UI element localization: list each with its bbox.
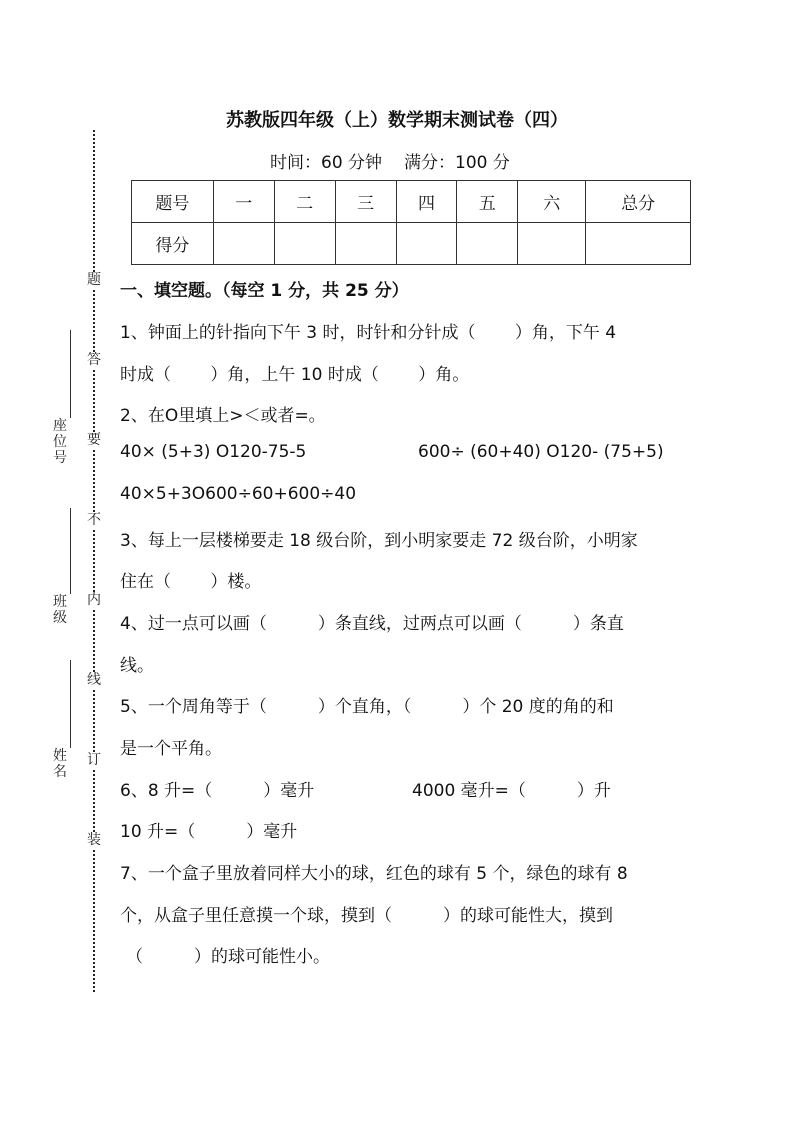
margin-label-char: 位 <box>53 434 67 450</box>
score-cell[interactable] <box>213 223 274 265</box>
seal-char: 订 <box>87 752 101 768</box>
binding-dotted-line <box>93 130 95 992</box>
margin-label-char: 姓 <box>53 748 67 764</box>
question-line: 个，从盒子里任意摸一个球，摸到（ ）的球可能性大，摸到 <box>120 906 613 926</box>
margin-label-char: 级 <box>53 610 67 626</box>
class-label <box>52 594 68 626</box>
question-line: 线。 <box>120 656 154 676</box>
seal-char: 要 <box>87 432 101 448</box>
margin-label-char: 座 <box>53 418 67 434</box>
question-line: 600÷ (60+40) O120- (75+5) <box>418 442 664 462</box>
margin-label-char: 号 <box>53 450 67 466</box>
margin-label-char: 名 <box>53 764 67 780</box>
question-line: 1、钟面上的针指向下午 3 时，时针和分针成（ ）角，下午 4 <box>120 323 617 343</box>
question-line: 住在（ ）楼。 <box>120 572 262 592</box>
score-cell[interactable] <box>396 223 457 265</box>
question-line: 3、每上一层楼梯要走 18 级台阶，到小明家要走 72 级台阶，小明家 <box>120 531 638 551</box>
score-header-cell: 四 <box>396 181 457 223</box>
question-line: 4000 毫升=（ ）升 <box>412 781 611 801</box>
score-table-score-row <box>132 223 691 265</box>
seal-char: 装 <box>87 832 101 848</box>
score-header-cell: 一 <box>213 181 274 223</box>
seal-char: 内 <box>87 592 101 608</box>
score-cell[interactable] <box>335 223 396 265</box>
question-line: 2、在O里填上>＜或者=。 <box>120 406 326 426</box>
name-line <box>70 660 71 748</box>
score-table-header-row <box>132 181 691 223</box>
score-header-cell: 三 <box>335 181 396 223</box>
question-line: 4、过一点可以画（ ）条直线，过两点可以画（ ）条直 <box>120 614 624 634</box>
question-line: 40× (5+3) O120-75-5 <box>120 442 307 462</box>
exam-info <box>270 148 510 173</box>
question-line: 时成（ ）角，上午 10 时成（ ）角。 <box>120 365 470 385</box>
question-line: 40×5+3O600÷60+600÷40 <box>120 484 357 504</box>
name-label <box>52 748 68 780</box>
question-line: （ ）的球可能性小。 <box>126 947 330 967</box>
seal-char: 题 <box>87 272 101 288</box>
question-line: 是一个平角。 <box>120 739 222 759</box>
question-line: 10 升=（ ）毫升 <box>120 822 298 842</box>
question-line: 6、8 升=（ ）毫升 <box>120 781 315 801</box>
score-cell[interactable] <box>518 223 586 265</box>
seat-number-line <box>70 330 71 418</box>
section-heading: 一、填空题。（每空 1 分，共 25 分） <box>120 281 409 301</box>
margin-label-char: 班 <box>53 594 67 610</box>
score-header-cell: 五 <box>457 181 518 223</box>
seal-char: 线 <box>87 672 101 688</box>
seal-char: 不 <box>87 512 101 528</box>
score-header-cell: 二 <box>274 181 335 223</box>
exam-time: 时间：60 分钟 <box>270 153 383 173</box>
score-cell[interactable] <box>457 223 518 265</box>
question-line: 7、一个盒子里放着同样大小的球，红色的球有 5 个，绿色的球有 8 <box>120 864 628 884</box>
score-cell[interactable] <box>274 223 335 265</box>
exam-title: 苏教版四年级（上）数学期末测试卷（四） <box>226 110 568 131</box>
score-row-label: 得分 <box>132 223 214 265</box>
score-table <box>131 180 691 265</box>
class-line <box>70 508 71 594</box>
score-header-cell: 总分 <box>586 181 691 223</box>
score-header-cell: 六 <box>518 181 586 223</box>
question-line: 5、一个周角等于（ ）个直角，（ ）个 20 度的角的和 <box>120 697 614 717</box>
score-header-cell: 题号 <box>132 181 214 223</box>
exam-full-score: 满分：100 分 <box>404 153 510 173</box>
seat-number-label <box>52 418 68 466</box>
score-cell[interactable] <box>586 223 691 265</box>
seal-char: 答 <box>87 352 101 368</box>
